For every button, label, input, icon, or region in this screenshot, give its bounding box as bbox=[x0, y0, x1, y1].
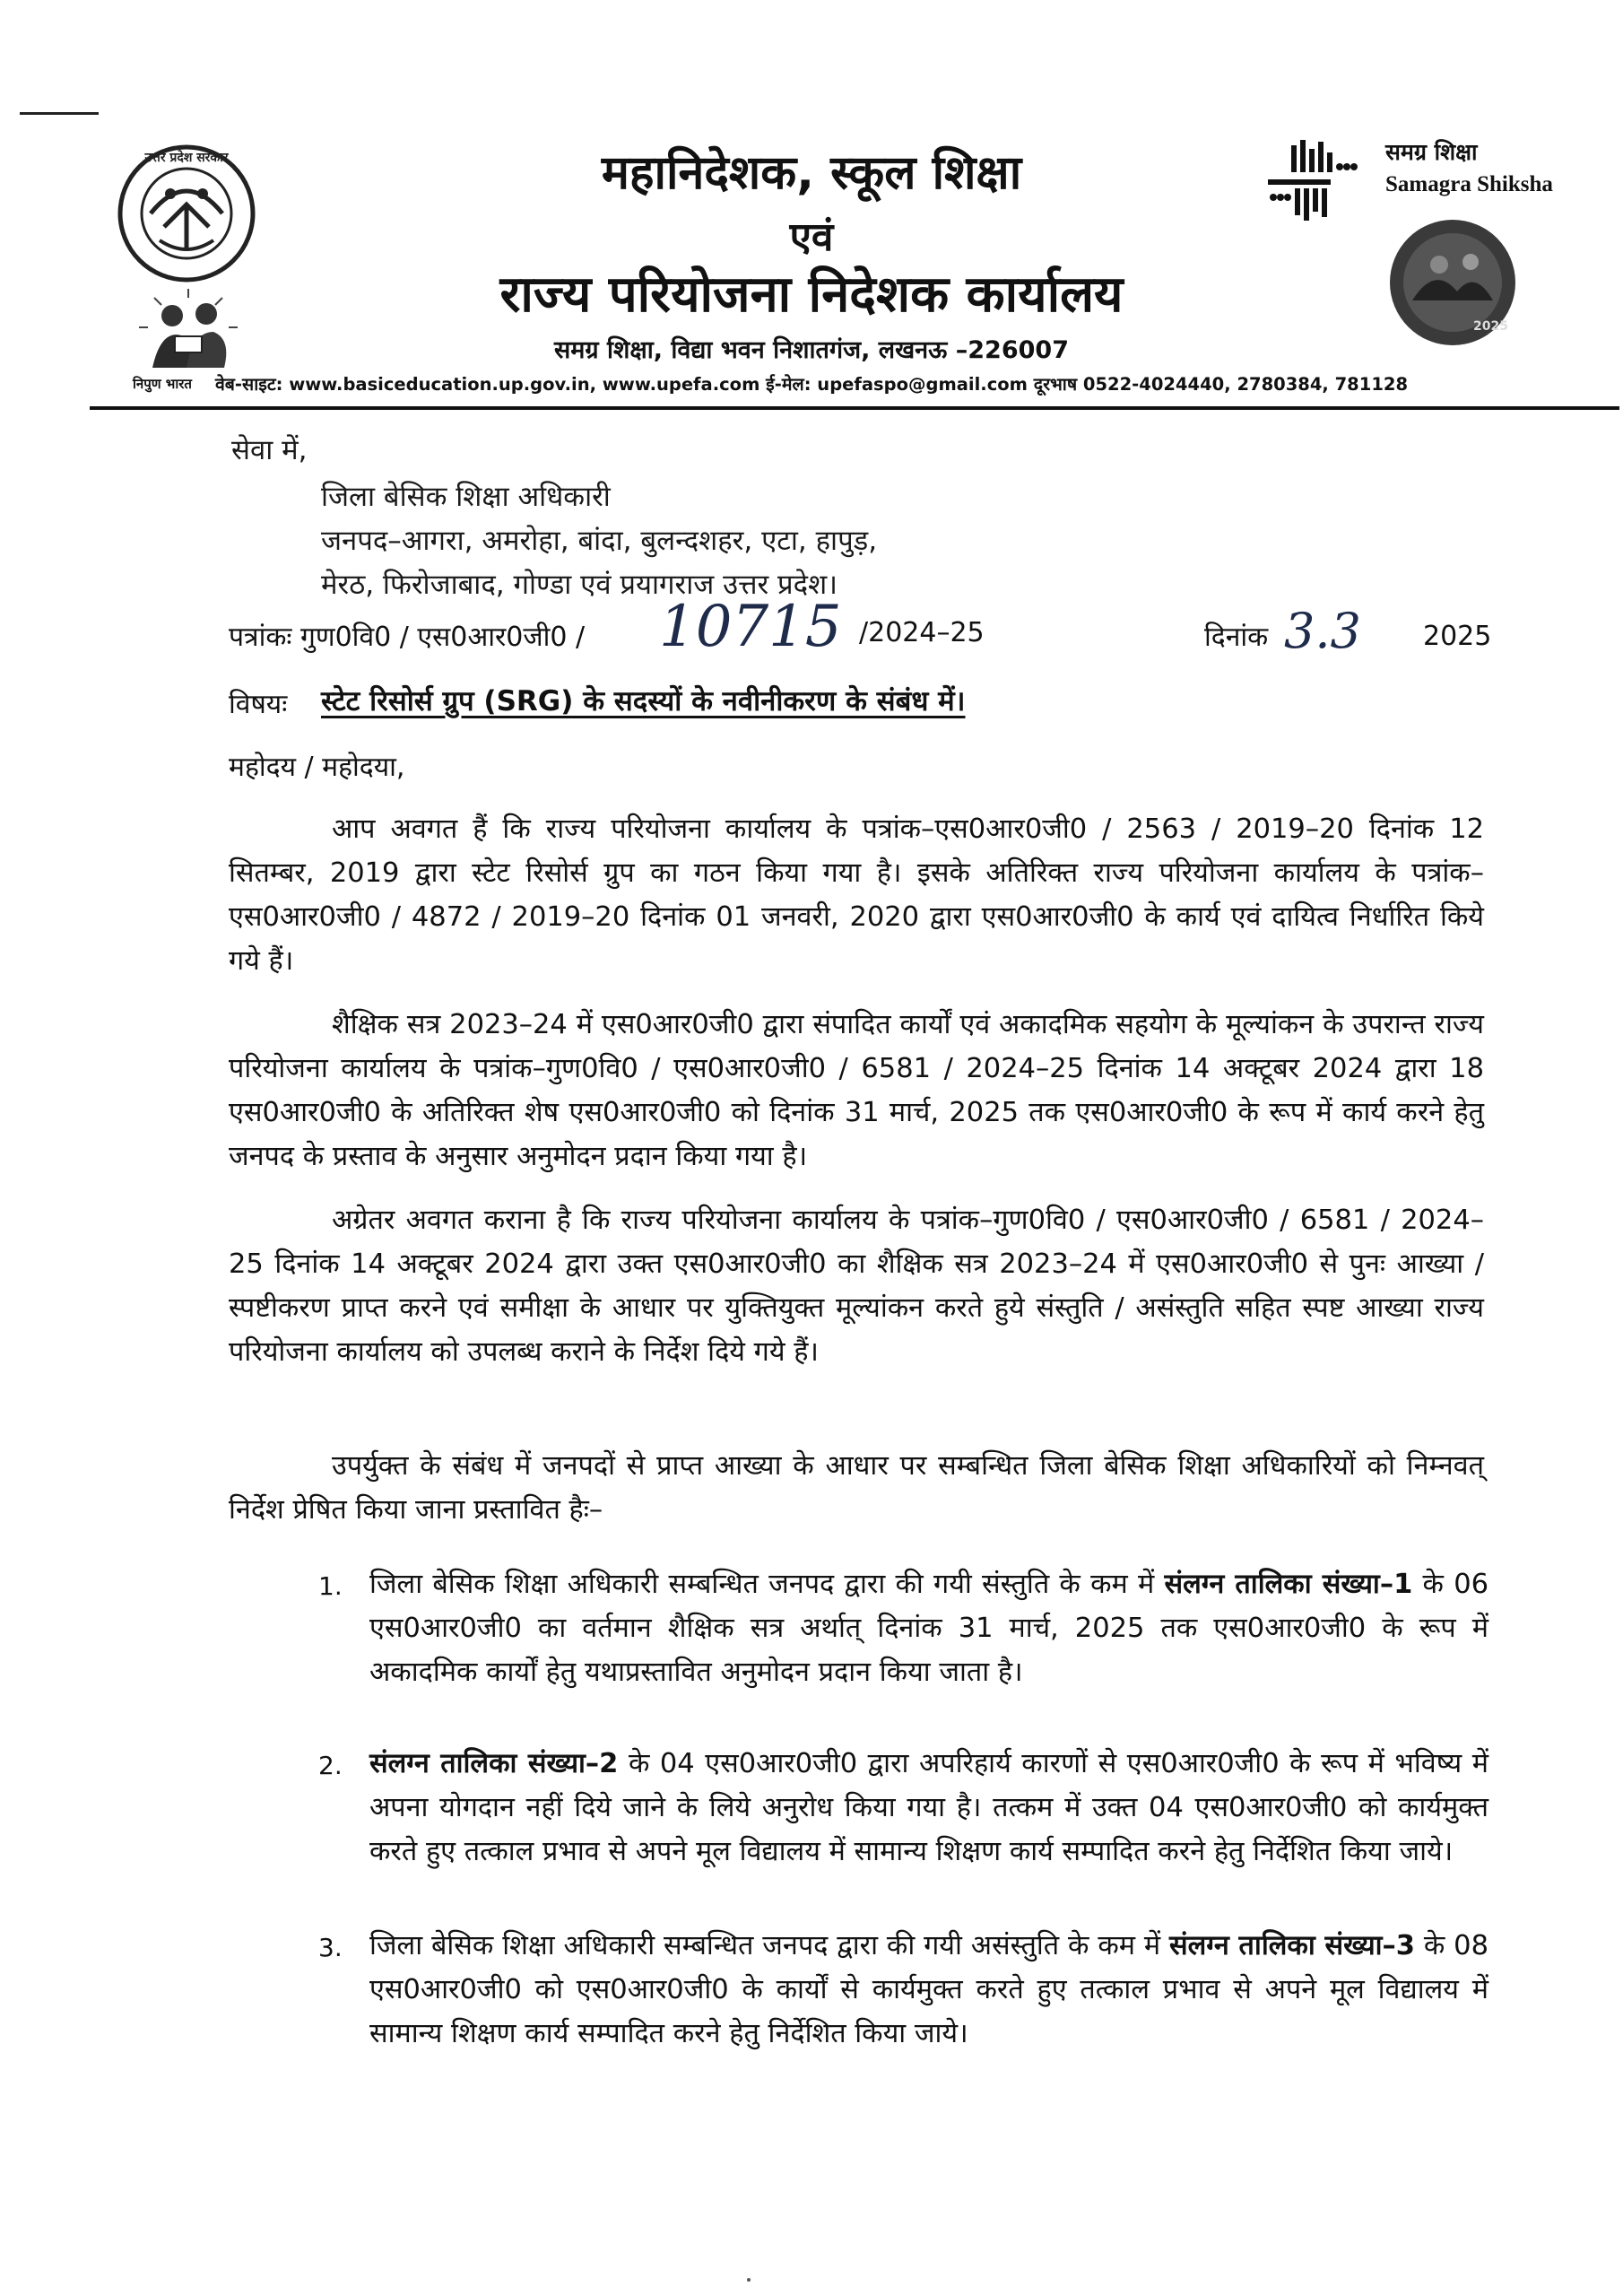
recipient-line: मेरठ, फिरोजाबाद, गोण्डा एवं प्रयागराज उत्तर प्रदेश। bbox=[321, 569, 838, 601]
page-speck bbox=[747, 2278, 751, 2282]
svg-text:2025: 2025 bbox=[1473, 319, 1508, 334]
subject-text: स्टेट रिसोर्स ग्रुप (SRG) के सदस्यों के नवीनीकरण के संबंध में। bbox=[321, 685, 966, 718]
recipient-seva: सेवा में, bbox=[231, 434, 308, 466]
header-title-line1: महानिदेशक, स्कूल शिक्षा bbox=[601, 146, 1022, 200]
subject-label: विषयः bbox=[229, 689, 288, 720]
svg-text:उत्तर प्रदेश सरकार: उत्तर प्रदेश सरकार bbox=[144, 151, 229, 165]
body-paragraph: शैक्षिक सत्र 2023–24 में एस0आर0जी0 द्वारा संपादित कार्यों एवं अकादमिक सहयोग के मूल्यांकन के उपरान्त राज्य परियोजना कार्यालय के पत्रांक–गुण0वि0 / एस0आर0जी0 / 6581 / 2024–25 दिनांक 14 अक्टूबर 2024 द्वारा 18 एस0आर0जी0 के अतिरिक्त शेष एस0आर0जी0 को दिनांक 31 मार्च, 2025 तक एस0आर0जी0 के रूप में कार्य करने हेतु जनपद के प्रस्ताव के अनुसार अनुमोदन प्रदान किया गया है। bbox=[229, 1009, 1484, 1172]
samagra-shiksha-hindi-label: समग्र शिक्षा bbox=[1385, 139, 1478, 165]
date-label: दिनांक bbox=[1204, 622, 1269, 653]
body-paragraph: आप अवगत हैं कि राज्य परियोजना कार्यालय के पत्रांक–एस0आर0जी0 / 2563 / 2019–20 दिनांक 12 सितम्बर, 2019 द्वारा स्टेट रिसोर्स ग्रुप का गठन किया गया है। इसके अतिरिक्त राज्य परियोजना कार्यालय के पत्रांक–एस0आर0जी0 / 4872 / 2019–20 दिनांक 01 जनवरी, 2020 द्वारा एस0आर0जी0 के कार्य एवं दायित्व निर्धारित किये गये हैं। bbox=[229, 813, 1484, 977]
recipient-line: जनपद–आगरा, अमरोहा, बांदा, बुलन्दशहर, एटा, हापुड़, bbox=[321, 525, 878, 557]
list-number: 2. bbox=[318, 1751, 343, 1780]
list-item: जिला बेसिक शिक्षा अधिकारी सम्बन्धित जनपद द्वारा की गयी असंस्तुति के कम में संलग्न तालिका संख्या–3 के 08 एस0आर0जी0 को एस0आर0जी0 के कार्यों से कार्यमुक्त करते हुए तत्काल प्रभाव से अपने मूल विद्यालय में सामान्य शिक्षण कार्य सम्पादित करने हेतु निर्देशित किया जाये। bbox=[369, 1930, 1488, 2049]
date-handwritten: 3.3 bbox=[1284, 603, 1361, 659]
samagra-shiksha-logo-icon bbox=[1264, 133, 1363, 222]
campaign-badge-icon bbox=[1385, 215, 1520, 350]
recipient-line: जिला बेसिक शिक्षा अधिकारी bbox=[321, 481, 611, 513]
header-divider bbox=[90, 406, 1619, 410]
reference-year: /2024–25 bbox=[859, 617, 985, 648]
date-year: 2025 bbox=[1423, 621, 1492, 652]
body-paragraph: अग्रेतर अवगत कराना है कि राज्य परियोजना कार्यालय के पत्रांक–गुण0वि0 / एस0आर0जी0 / 6581 / 2024–25 दिनांक 14 अक्टूबर 2024 द्वारा उक्त एस0आर0जी0 का शैक्षिक सत्र 2023–24 में एस0आर0जी0 से पुनः आख्या / स्पष्टीकरण प्राप्त करने एवं समीक्षा के आधार पर युक्तियुक्त मूल्यांकन करते हुये संस्तुति / असंस्तुति सहित स्पष्ट आख्या राज्य परियोजना कार्यालय को उपलब्ध कराने के निर्देश दिये गये हैं। bbox=[229, 1205, 1484, 1368]
header-title-line2: एवं bbox=[789, 214, 834, 260]
header-title-line3: राज्य परियोजना निदेशक कार्यालय bbox=[499, 265, 1124, 324]
list-number: 1. bbox=[318, 1571, 343, 1601]
samagra-shiksha-english-label: Samagra Shiksha bbox=[1385, 172, 1553, 196]
list-number: 3. bbox=[318, 1933, 343, 1962]
corner-mark bbox=[20, 112, 99, 115]
office-address: समग्र शिक्षा, विद्या भवन निशातगंज, लखनऊ –226007 bbox=[554, 336, 1069, 364]
list-item: संलग्न तालिका संख्या–2 के 04 एस0आर0जी0 द्वारा अपरिहार्य कारणों से एस0आर0जी0 के रूप में भविष्य में अपना योगदान नहीं दिये जाने के लिये अनुरोध किया गया है। तत्कम में उक्त 04 एस0आर0जी0 को कार्यमुक्त करते हुए तत्काल प्रभाव से अपने मूल विद्यालय में सामान्य शिक्षण कार्य सम्पादित करने हेतु निर्देशित किया जाये। bbox=[369, 1748, 1488, 1867]
body-paragraph: उपर्युक्त के संबंध में जनपदों से प्राप्त आख्या के आधार पर सम्बन्धित जिला बेसिक शिक्षा अधिकारियों को निम्नवत् निर्देश प्रेषित किया जाना प्रस्तावित हैः– bbox=[229, 1450, 1484, 1526]
contact-line: वेब-साइट: www.basiceducation.up.gov.in, www.upefa.com ई-मेल: upefaspo@gmail.com दूरभाष 0522-4024440, 2780384, 781128 bbox=[214, 374, 1409, 395]
reference-label: पत्रांकः गुण0वि0 / एस0आर0जी0 / bbox=[229, 622, 586, 653]
reference-number-handwritten: 10715 bbox=[659, 594, 842, 660]
nipun-bharat-label: निपुण भारत bbox=[133, 376, 192, 392]
list-item: जिला बेसिक शिक्षा अधिकारी सम्बन्धित जनपद द्वारा की गयी संस्तुति के कम में संलग्न तालिका संख्या–1 के 06 एस0आर0जी0 का वर्तमान शैक्षिक सत्र अर्थात् दिनांक 31 मार्च, 2025 तक एस0आर0जी0 के रूप में अकादमिक कार्यों हेतु यथाप्रस्तावित अनुमोदन प्रदान किया जाता है। bbox=[369, 1569, 1489, 1688]
salutation: महोदय / महोदया, bbox=[229, 752, 405, 783]
